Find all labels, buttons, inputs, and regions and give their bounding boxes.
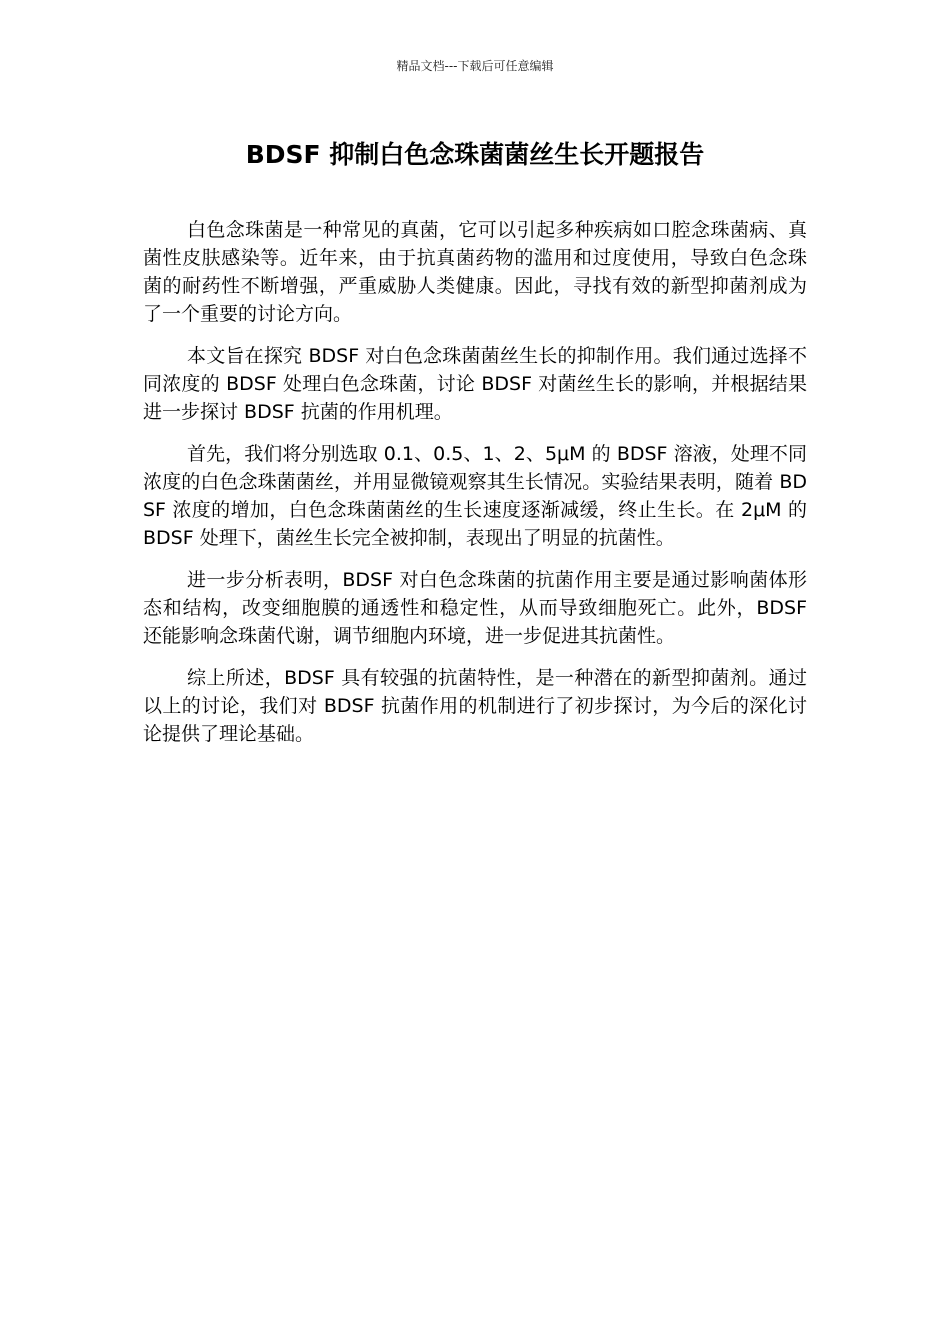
paragraph-intro: 白色念珠菌是一种常见的真菌，它可以引起多种疾病如口腔念珠菌病、真菌性皮肤感染等。近年来，由于抗真菌药物的滥用和过度使用，导致白色念珠菌的耐药性不断增强，严重威胁人类健康。因此，寻找有效的新型抑菌剂成为了一个重要的讨论方向。 (143, 219, 807, 325)
paragraph-conclusion: 综上所述，BDSF 具有较强的抗菌特性，是一种潜在的新型抑菌剂。通过以上的讨论，我们对 BDSF 抗菌作用的机制进行了初步探讨，为今后的深化讨论提供了理论基础。 (143, 667, 807, 745)
document-body (143, 216, 807, 762)
paragraph-experiment: 首先，我们将分别选取 0.1、0.5、1、2、5μM 的 BDSF 溶液，处理不同浓度的白色念珠菌菌丝，并用显微镜观察其生长情况。实验结果表明，随着 BDSF 浓度的增加，白色念珠菌菌丝的生长速度逐渐减缓，终止生长。在 2μM 的 BDSF 处理下，菌丝生长完全被抑制，表现出了明显的抗菌性。 (143, 443, 807, 549)
document-title: BDSF 抑制白色念珠菌菌丝生长开题报告 (245, 140, 705, 169)
paragraph-objective: 本文旨在探究 BDSF 对白色念珠菌菌丝生长的抑制作用。我们通过选择不同浓度的 BDSF 处理白色念珠菌，讨论 BDSF 对菌丝生长的影响，并根据结果进一步探讨 BDSF 抗菌的作用机理。 (143, 345, 807, 423)
page-header: 精品文档---下载后可任意编辑 (396, 59, 554, 73)
paragraph-analysis: 进一步分析表明，BDSF 对白色念珠菌的抗菌作用主要是通过影响菌体形态和结构，改变细胞膜的通透性和稳定性，从而导致细胞死亡。此外，BDSF 还能影响念珠菌代谢，调节细胞内环境，进一步促进其抗菌性。 (143, 569, 807, 647)
